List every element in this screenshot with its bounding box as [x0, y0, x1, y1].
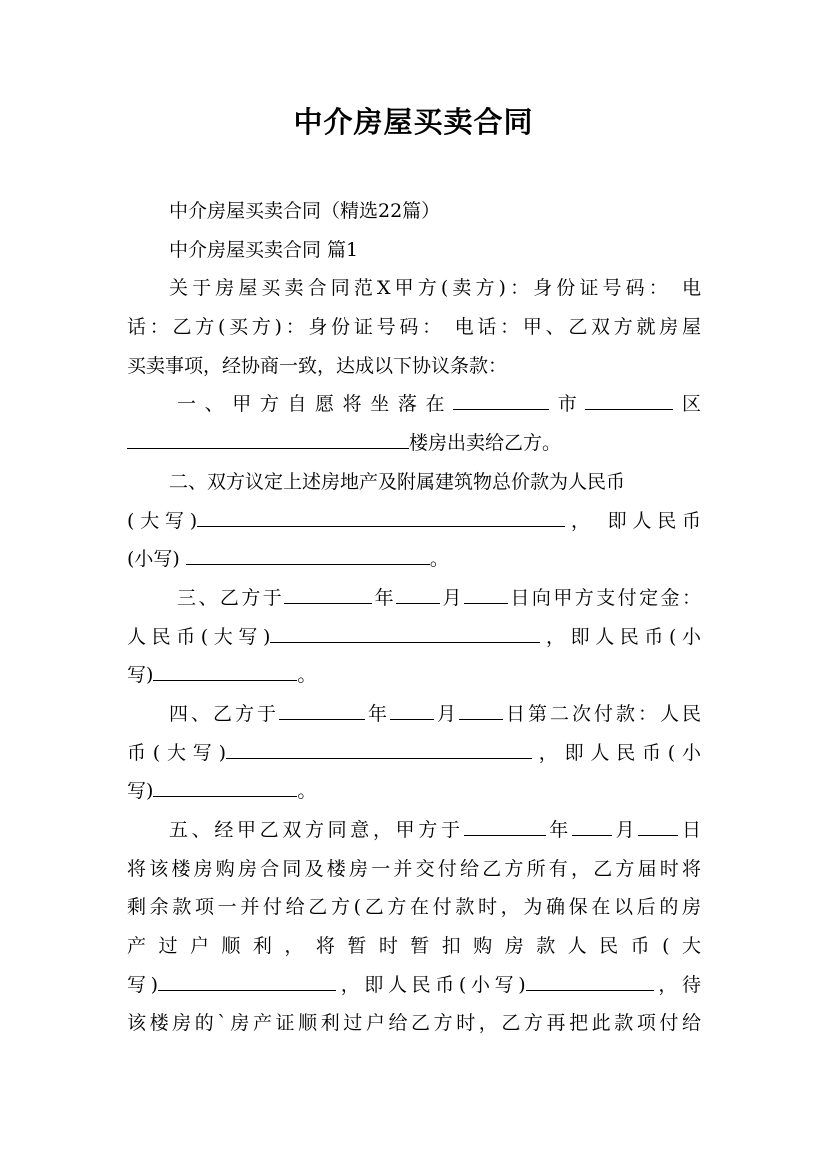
blank-withheld-upper: [158, 968, 336, 991]
clause-3-line-3: [127, 656, 701, 695]
blank-address: [127, 426, 409, 449]
intro-line-2: 话：乙方(买方)：身份证号码： 电话：甲、乙双方就房屋: [127, 316, 701, 339]
blank-day-3: [638, 813, 678, 836]
intro-line-1: 关于房屋买卖合同范X甲方(卖方)：身份证号码： 电: [169, 277, 701, 300]
subtitle: 中介房屋买卖合同（精选22篇）: [169, 200, 441, 222]
clause-5-line-5: [127, 966, 701, 1005]
blank-city: [585, 387, 673, 410]
clause-5-year: 年: [545, 819, 572, 841]
clause-5-month: 月: [611, 819, 639, 841]
clause-5-rmb: ，即人民币(小写): [336, 973, 526, 996]
clause-3-month: 月: [440, 586, 464, 609]
clause-4-line-1: [127, 695, 701, 734]
clause-5-line-1: [127, 811, 701, 850]
clause-3-upper: 人民币(大写): [127, 625, 271, 648]
clause-2-upper: (大写): [127, 509, 198, 532]
clause-4-month: 月: [433, 702, 459, 725]
clause-4-year: 年: [364, 702, 390, 725]
contract-body: [127, 192, 701, 1043]
blank-month-2: [390, 697, 434, 720]
clause-3-lower: 写): [127, 664, 154, 687]
clause-3-text: 三、乙方于: [177, 586, 285, 609]
clause-3-rmb: ，即人民币(小: [540, 625, 701, 648]
blank-location: [453, 387, 549, 410]
blank-day: [464, 581, 508, 604]
blank-deposit-upper: [270, 620, 540, 643]
clause-2-line-3: [127, 540, 701, 579]
clause-2-rmb: ， 即人民币: [565, 509, 701, 532]
blank-payment-lower: [153, 774, 297, 797]
blank-deposit-lower: [153, 658, 297, 681]
clause-5-line-6: 该楼房的`房产证顺利过户给乙方时，乙方再把此款项付给: [127, 1012, 701, 1035]
clause-4-line-2: [127, 734, 701, 773]
clause-4-lower: 写): [127, 780, 154, 803]
clause-4-rmb: ，即人民币(小: [532, 741, 701, 764]
clause-3-end: 。: [297, 664, 317, 687]
clause-1-line-2: [127, 424, 701, 463]
clause-1-end: 楼房出卖给乙方。: [409, 432, 562, 455]
clause-5-line-4: 产过户顺利，将暂时暂扣购房款人民币(大: [127, 935, 701, 958]
clause-5-write: 写): [127, 973, 159, 996]
clause-3-line-1: [127, 579, 701, 618]
clause-2-lower: (小写): [127, 548, 180, 571]
clause-5-line-2: 将该楼房购房合同及楼房一并交付给乙方所有，乙方届时将: [127, 857, 701, 880]
blank-day-2: [459, 697, 503, 720]
clause-4-text: 四、乙方于: [169, 702, 279, 725]
clause-2-line-2: [127, 502, 701, 541]
intro-line-3: 买卖事项，经协商一致，达成以下协议条款：: [127, 354, 508, 377]
clause-5-day: 日: [678, 819, 701, 841]
clause-1-district: 区: [673, 393, 701, 416]
blank-withheld-lower: [526, 968, 654, 991]
clause-1-text: 一、甲方自愿将坐落在: [177, 393, 454, 416]
clause-4-upper: 币(大写): [127, 741, 227, 764]
blank-price-upper: [197, 504, 565, 527]
blank-year-3: [464, 813, 546, 836]
blank-month: [396, 581, 440, 604]
blank-year: [284, 581, 372, 604]
blank-year-2: [279, 697, 365, 720]
clause-4-day: 日第二次付款：人民: [502, 702, 701, 725]
blank-month-3: [572, 813, 612, 836]
clause-4-end: 。: [297, 780, 317, 803]
clause-4-line-3: [127, 772, 701, 811]
document-title: 中介房屋买卖合同: [293, 105, 534, 139]
clause-1-line-1: [127, 385, 701, 424]
clause-3-day: 日向甲方支付定金：: [508, 586, 701, 609]
clause-5-text: 五、经甲乙双方同意，甲方于: [169, 819, 464, 841]
section-heading: 中介房屋买卖合同 篇1: [169, 238, 359, 261]
blank-price-lower: [186, 542, 430, 565]
clause-2-end: 。: [429, 548, 449, 571]
blank-payment-upper: [226, 736, 532, 759]
clause-1-city: 市: [549, 393, 586, 416]
clause-3-line-2: [127, 618, 701, 657]
clause-5-line-3: 剩余款项一并付给乙方(乙方在付款时，为确保在以后的房: [127, 896, 701, 919]
clause-5-wait: ，待: [653, 973, 701, 996]
clause-3-year: 年: [372, 586, 397, 609]
clause-2-line-1: 二、双方议定上述房地产及附属建筑物总价款为人民币: [169, 470, 626, 493]
